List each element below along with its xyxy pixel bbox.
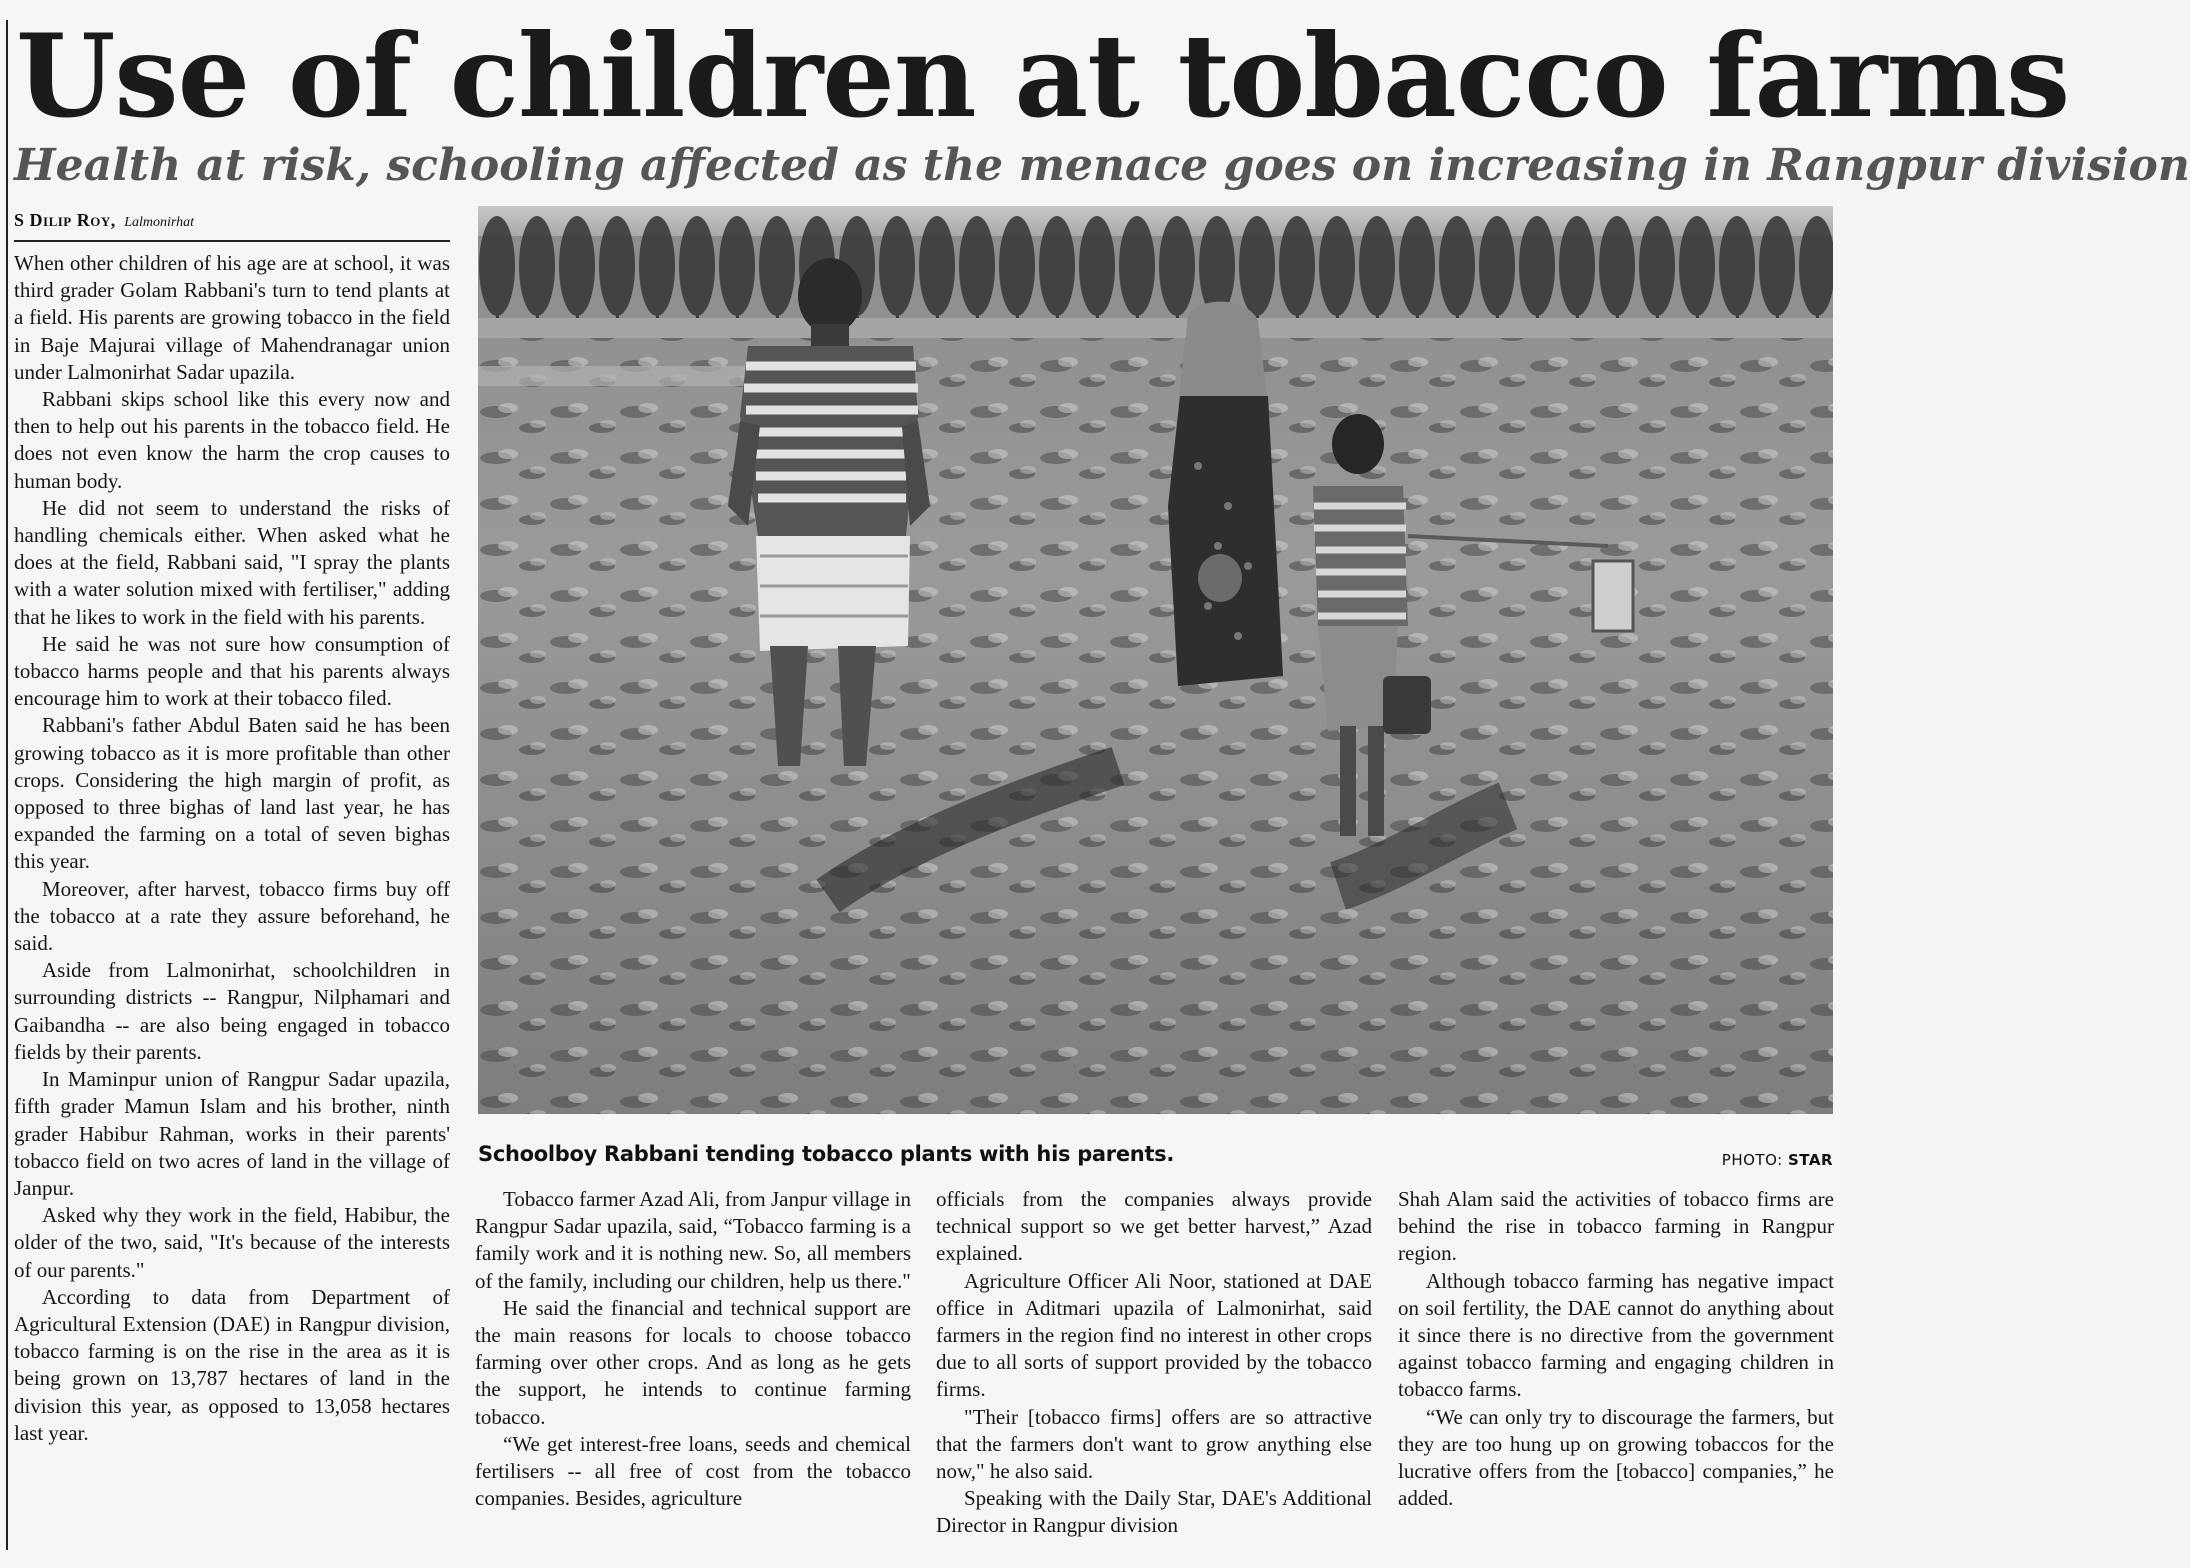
paragraph: "Their [tobacco firms] offers are so attractive that the farmers don't want to grow anything else now," he also said.	[936, 1404, 1372, 1484]
paragraph: When other children of his age are at school, it was third grader Golam Rabbani's turn to tend plants at a field. His parents are growing tobacco in the field in Baje Majurai village of Mahendranagar union under Lalmonirhat Sadar upazila.	[14, 251, 450, 384]
paragraph: “We can only try to discourage the farmers, but they are too hung up on growing tobaccos for the lucrative offers from the [tobacco] companies,” he added.	[1398, 1404, 1834, 1511]
paragraph: He did not seem to understand the risks of handling chemicals either. When asked what he does at the field, Rabbani said, "I spray the plants with a water solution mixed with fertiliser," adding that he likes to work in the field with his parents.	[14, 495, 450, 629]
paragraph: In Maminpur union of Rangpur Sadar upazila, fifth grader Mamun Islam and his brother, ninth grader Habibur Rahman, works in their parents' tobacco field on two acres of land in the village of Janpur.	[14, 1067, 450, 1200]
tobacco-field-photo	[478, 206, 1833, 1114]
paragraph: officials from the companies always provide technical support so we get better harvest,” Azad explained.	[936, 1187, 1372, 1266]
paragraph: “We get interest-free loans, seeds and chemical fertilisers -- all free of cost from the tobacco companies. Besides, agriculture	[475, 1431, 911, 1511]
paragraph: Shah Alam said the activities of tobacco firms are behind the rise in tobacco farming in Rangpur region.	[1398, 1187, 1834, 1266]
article-photo	[478, 206, 1833, 1114]
article-column-2	[475, 1186, 911, 1512]
photo-credit-label: PHOTO:	[1721, 1151, 1783, 1169]
subheadline: Health at risk, schooling affected as the menace goes on increasing in Rangpur division	[14, 140, 2190, 191]
paragraph: He said the financial and technical support are the main reasons for locals to choose tobacco farming over other crops. And as long as he gets the support, he intends to continue farming tobacco.	[475, 1295, 911, 1429]
paragraph: Although tobacco farming has negative impact on soil fertility, the DAE cannot do anything about it since there is no directive from the government against tobacco farming and engaging children in tobacco farms.	[1398, 1268, 1834, 1402]
paragraph: Rabbani skips school like this every now and then to help out his parents in the tobacco field. He does not even know the harm the crop causes to human body.	[14, 387, 450, 493]
byline-author: S Dilip Roy,	[14, 210, 116, 230]
paragraph: Tobacco farmer Azad Ali, from Janpur village in Rangpur Sadar upazila, said, “Tobacco farming is a family work and it is nothing new. So, all members of the family, including our children, help us there."	[475, 1187, 911, 1293]
paragraph: Asked why they work in the field, Habibur, the older of the two, said, "It's because of the interests of our parents."	[14, 1203, 450, 1282]
paragraph: Agriculture Officer Ali Noor, stationed at DAE office in Aditmari upazila of Lalmonirhat, said farmers in the region find no interest in other crops due to all sorts of support provided by the tobacco firms.	[936, 1268, 1372, 1402]
paragraph: According to data from Department of Agricultural Extension (DAE) in Rangpur division, tobacco farming is on the rise in the area as it is being grown on 13,787 hectares of land in the division this year, as opposed to 13,058 hectares last year.	[14, 1284, 450, 1445]
headline: Use of children at tobacco farms	[16, 9, 2070, 143]
paragraph: He said he was not sure how consumption of tobacco harms people and that his parents always encourage him to work at their tobacco filed.	[14, 631, 450, 711]
article-column-4	[1398, 1186, 1834, 1512]
article-column-1	[14, 250, 450, 1447]
photo-credit	[1722, 1150, 1833, 1170]
left-column-rule	[6, 20, 8, 1550]
paragraph: Aside from Lalmonirhat, schoolchildren in surrounding districts -- Rangpur, Nilphamari and Gaibandha -- are also being engaged in tobacco fields by their parents.	[14, 958, 450, 1064]
byline	[14, 208, 454, 235]
byline-location: Lalmonirhat	[124, 215, 195, 230]
paragraph: Rabbani's father Abdul Baten said he has been growing tobacco as it is more profitable than other crops. Considering the high margin of profit, as opposed to three bighas of land last year, he has expanded the farming on a total of seven bighas this year.	[14, 713, 450, 874]
photo-caption: Schoolboy Rabbani tending tobacco plants with his parents.	[478, 1142, 1175, 1166]
byline-divider	[14, 240, 450, 242]
paragraph: Moreover, after harvest, tobacco firms buy off the tobacco at a rate they assure beforehand, he said.	[14, 876, 450, 956]
article-column-3	[936, 1186, 1372, 1540]
metal-can	[1593, 561, 1633, 631]
photo-credit-source: STAR	[1787, 1151, 1833, 1169]
paragraph: Speaking with the Daily Star, DAE's Additional Director in Rangpur division	[936, 1486, 1372, 1538]
